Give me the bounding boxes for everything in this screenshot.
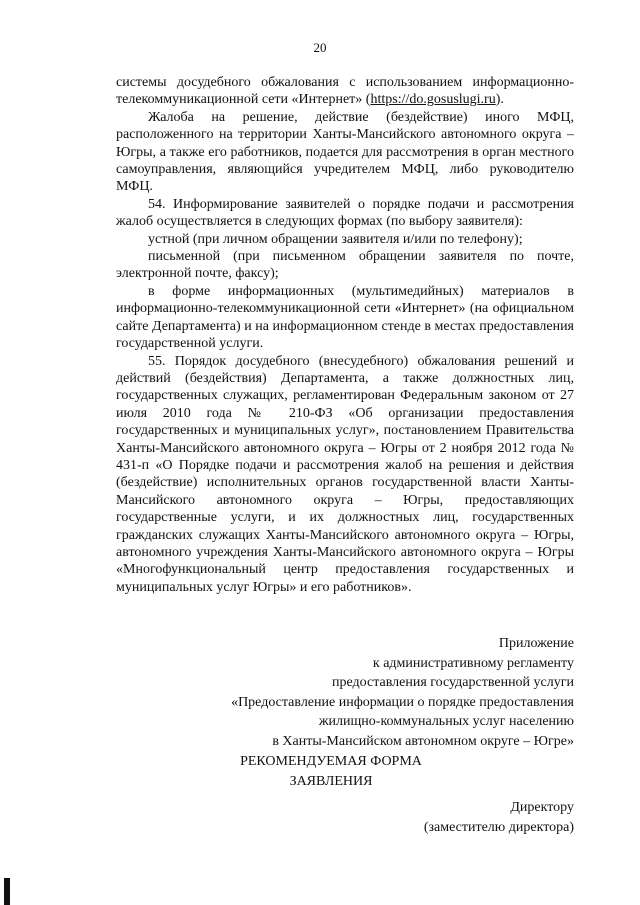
paragraph-6: в форме информационных (мультимедийных) материалов в информационно-телекоммуникационной сети «Интернет» (на официальном сайте Департамента) и на информационном стенде в местах предоставления государственной услуги.	[116, 283, 574, 352]
paragraph-4: устной (при личном обращении заявителя и/или по телефону);	[148, 231, 523, 247]
paragraph-1	[116, 74, 574, 109]
appendix-line: «Предоставление информации о порядке предоставления	[231, 694, 574, 710]
addressee-block	[360, 798, 574, 838]
form-title	[200, 752, 462, 792]
paragraph-1-after: ).	[495, 92, 504, 108]
scan-edge-mark	[4, 878, 10, 905]
paragraph-2: Жалоба на решение, действие (бездействие) иного МФЦ, расположенного на территории Ханты-Мансийского автономного округа – Югры, а также его работников, подается для рассмотрения в орган местного самоуправления, являющийся учредителем МФЦ, либо руководителю МФЦ.	[116, 109, 574, 195]
paragraph-3: 54. Информирование заявителей о порядке подачи и рассмотрения жалоб осуществляется в следующих формах (по выбору заявителя):	[116, 196, 574, 230]
page-number: 20	[313, 40, 327, 55]
appendix-line: жилищно-коммунальных услуг населению	[318, 714, 574, 730]
addressee-line-2: (заместителю директора)	[423, 820, 574, 835]
form-title-line-1: РЕКОМЕНДУЕМАЯ ФОРМА	[240, 754, 422, 769]
body-text	[116, 74, 574, 596]
paragraph-7: 55. Порядок досудебного (внесудебного) обжалования решений и действий (бездействия) Департамента, а также должностных лиц, государственных служащих, регламентирован Федеральным законом от 27 июля 2010 года № 210-ФЗ «Об организации предоставления государственных и муниципальных услуг», постановлением Правительства Ханты-Мансийского автономного округа – Югры от 2 ноября 2012 года № 431-п «О Порядке подачи и рассмотрения жалоб на решения и действия (бездействие) исполнительных органов государственной власти Ханты-Мансийского автономного округа – Югры, предоставляющих государственные услуги, и их должностных лиц, государственных гражданских служащих Ханты-Мансийского автономного округа – Югры, автономного учреждения Ханты-Мансийского автономного округа – Югры «Многофункциональный центр предоставления государственных и муниципальных услуг Югры» и его работников».	[116, 353, 574, 595]
addressee-line-1: Директору	[510, 800, 574, 815]
paragraph-1-text: системы досудебного обжалования с использованием информационно-телекоммуникационной сети «Интернет» (	[116, 75, 574, 108]
appendix-line: к административному регламенту	[372, 655, 574, 671]
appendix-line: Приложение	[498, 636, 574, 651]
form-title-line-2: ЗАЯВЛЕНИЯ	[289, 774, 373, 789]
gosuslugi-link[interactable]: https://do.gosuslugi.ru	[370, 92, 496, 108]
appendix-block	[160, 634, 574, 752]
appendix-line: предоставления государственной услуги	[332, 675, 574, 691]
appendix-line: в Ханты-Мансийском автономном округе – Югре»	[272, 733, 574, 749]
paragraph-5: письменной (при письменном обращении заявителя по почте, электронной почте, факсу);	[116, 249, 574, 282]
